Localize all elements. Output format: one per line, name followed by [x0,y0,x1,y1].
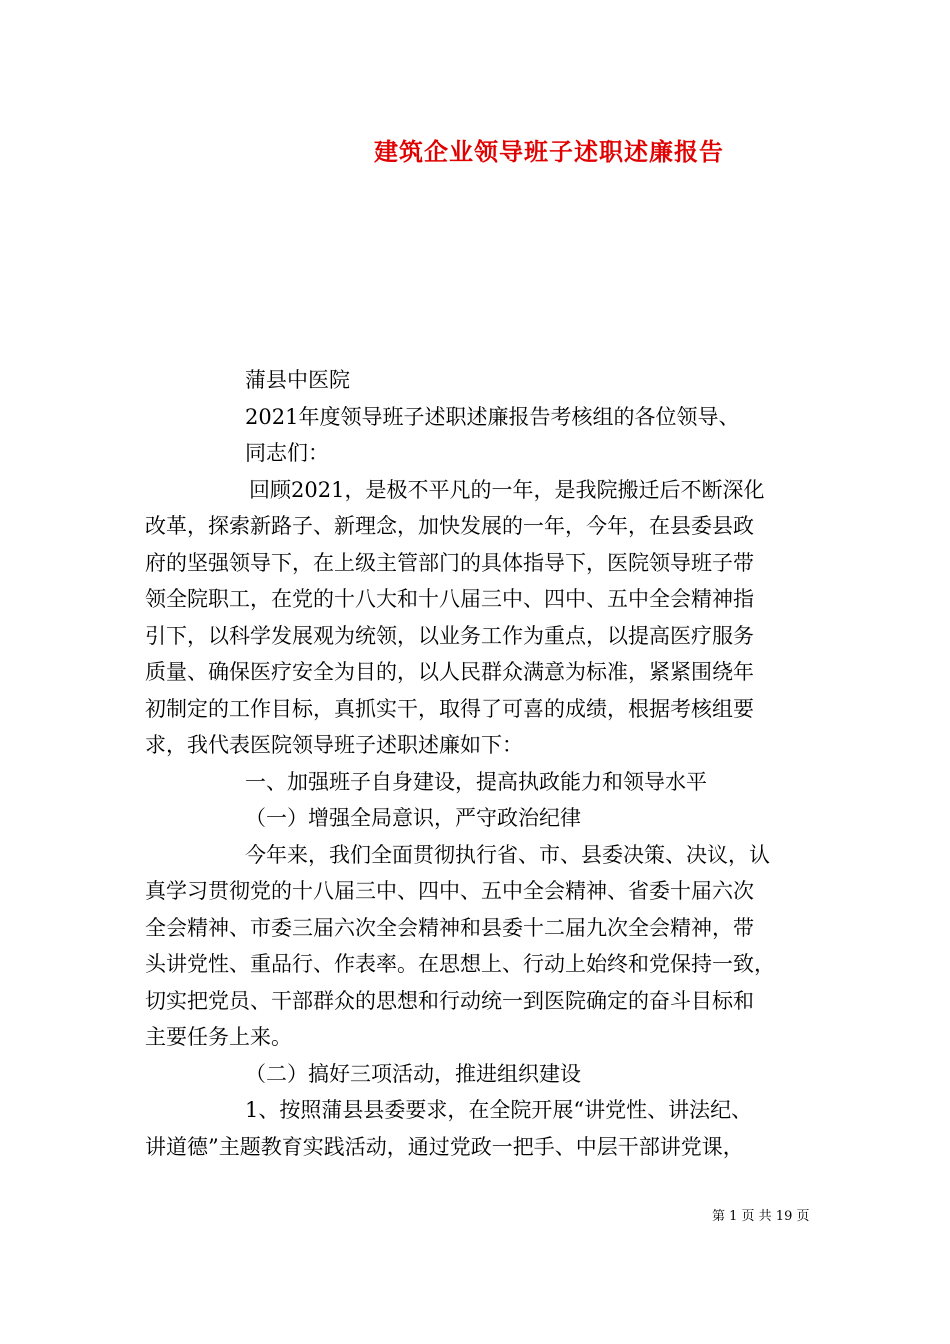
paragraph-line: 主要任务上来。 [145,1025,292,1049]
paragraph-line: 2021年度领导班子述职述廉报告考核组的各位领导、 [245,404,740,429]
document-body [145,362,810,1165]
paragraph-line: 今年来，我们全面贯彻执行省、市、县委决策、决议，认 [245,842,770,867]
document-title: 建筑企业领导班子述职述廉报告 [374,137,724,166]
paragraph-line: 蒲县中医院 [245,368,350,392]
paragraph-line: 头讲党性、重品行、作表率。在思想上、行动上始终和党保持一致， [145,952,775,976]
paragraph-line: 回顾2021，是极不平凡的一年，是我院搬迁后不断深化 [249,477,765,502]
paragraph-line: 改革，探索新路子、新理念，加快发展的一年，今年，在县委县政 [145,514,754,538]
paragraph-line: 切实把党员、干部群众的思想和行动统一到医院确定的奋斗目标和 [145,988,754,1013]
paragraph-line: 求，我代表医院领导班子述职述廉如下： [145,733,523,757]
subsection-heading: （一）增强全局意识，严守政治纪律 [245,806,581,830]
paragraph-line: 质量、确保医疗安全为目的，以人民群众满意为标准，紧紧围绕年 [145,660,754,684]
paragraph-line: 初制定的工作目标，真抓实干，取得了可喜的成绩，根据考核组要 [145,696,754,721]
section-heading: 一、加强班子自身建设，提高执政能力和领导水平 [245,769,707,794]
paragraph-line: 府的坚强领导下，在上级主管部门的具体指导下，医院领导班子带 [145,550,754,575]
paragraph-line: 讲道德”主题教育实践活动，通过党政一把手、中层干部讲党课， [145,1134,744,1159]
paragraph-line: 引下，以科学发展观为统领，以业务工作为重点，以提高医疗服务 [145,623,754,648]
paragraph-line: 领全院职工，在党的十八大和十八届三中、四中、五中全会精神指 [145,587,754,611]
page-number-footer: 第 1 页 共 19 页 [712,1209,810,1224]
paragraph-line: 1、按照蒲县县委要求，在全院开展“讲党性、讲法纪、 [245,1098,753,1122]
subsection-heading: （二）搞好三项活动，推进组织建设 [245,1061,581,1086]
paragraph-line: 全会精神、市委三届六次全会精神和县委十二届九次全会精神，带 [145,915,754,940]
paragraph-line: 同志们： [245,441,329,465]
paragraph-line: 真学习贯彻党的十八届三中、四中、五中全会精神、省委十届六次 [145,879,754,903]
